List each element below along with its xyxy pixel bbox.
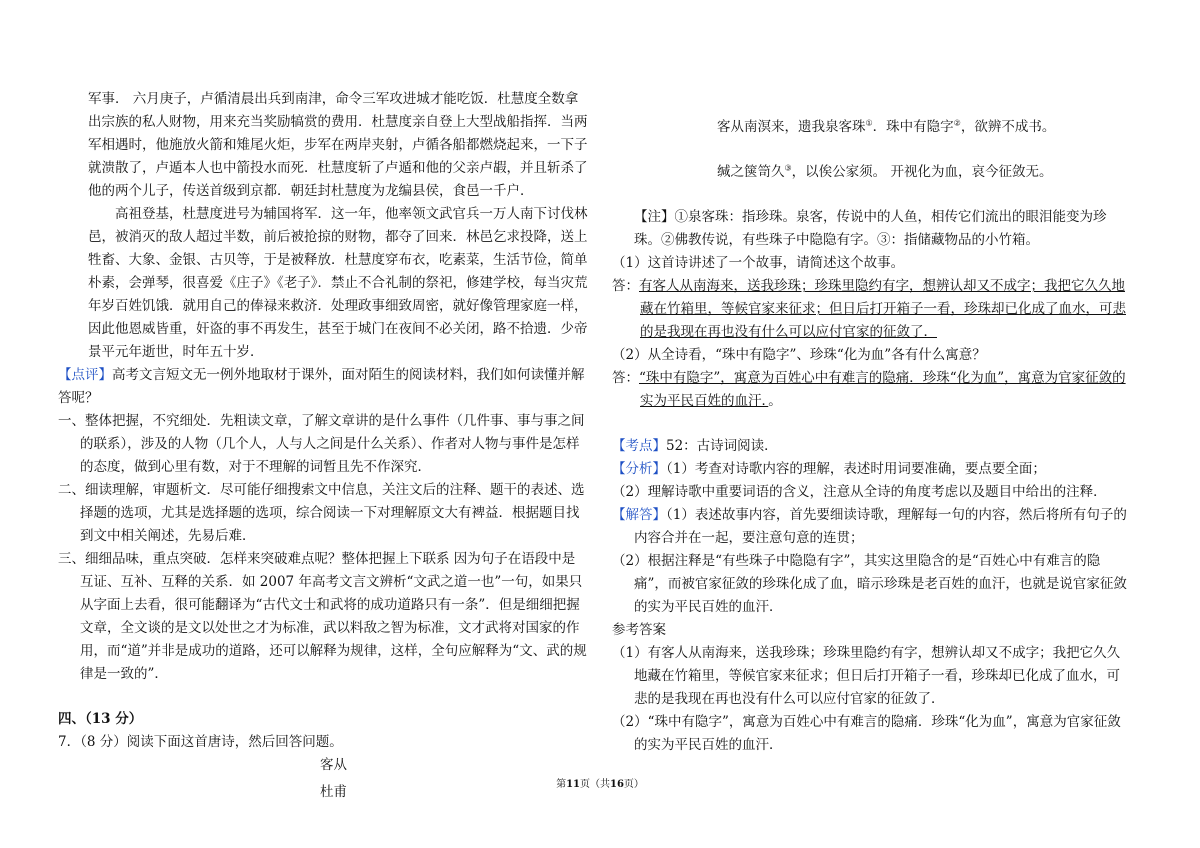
- poem-author: 杜甫: [320, 784, 347, 800]
- poem-line-1: 客从南溟来，遗我泉客珠①．珠中有隐字②，欲辨不成书。: [717, 118, 1056, 135]
- question-7-1: （1）这首诗讲述了一个故事，请简述这个故事。: [612, 255, 905, 271]
- comment-line: [58, 364, 588, 410]
- reference-answer-1: （1）有客人从南海来，送我珍珠；珍珠里隐约有字，想辨认却又不成字；我把它久久地藏在竹箱里，等候官家来征求；但日后打开箱子一看，珍珠却已化成了血水，可悲的是我现在再也没有什么可以应付官家的征敛了．: [612, 645, 1121, 707]
- point-2: 二、细读理解，审题析文．尽可能仔细搜索文中信息，关注文后的注释、题干的表述、选择题的选项，尤其是选择题的选项，综合阅读一下对理解原文大有裨益．根据题目找到文中相关阐述，先易后难．: [58, 482, 585, 544]
- answer-2: 答：“珠中有隐字”，寓意为百姓心中有难言的隐痛．珍珠“化为血”，寓意为官家征敛的实为平民百姓的血汗．。: [612, 370, 1126, 409]
- page-total: 16: [610, 779, 624, 790]
- poem-line-2: 缄之箧笥久③，以俟公家须。 开视化为血，哀今征敛无。: [717, 163, 1053, 180]
- reference-answer-2: （2）“珠中有隐字”，寓意为百姓心中有难言的隐痛．珍珠“化为血”，寓意为官家征敛的实为平民百姓的血汗．: [612, 714, 1121, 753]
- fenxi-line-2: （2）理解诗歌中重要词语的含义，注意从全诗的角度考虑以及题目中给出的注释．: [612, 484, 1107, 500]
- kaodian-tag: 【考点】: [612, 438, 666, 454]
- question-7-2: （2）从全诗看，“珠中有隐字”、珍珠“化为血”各有什么寓意？: [612, 347, 986, 363]
- jieda-tag: 【解答】: [612, 507, 666, 523]
- comment-text: 高考文言短文无一例外地取材于课外，面对陌生的阅读材料，我们如何读懂并解答呢？: [58, 367, 585, 406]
- section-heading: 四、（13 分）: [58, 711, 143, 727]
- kaodian-line: 【考点】52：古诗词阅读．: [612, 438, 778, 454]
- right-column: [612, 116, 1132, 757]
- jieda-line-2: （2）根据注释是“有些珠子中隐隐有字”，其实这里隐含的是“百姓心中有难言的隐痛”，而被官家征敛的珍珠化成了血，暗示珍珠是老百姓的血汗，也就是说官家征敛的实为平民百姓的血汗．: [612, 553, 1127, 615]
- poem-note: 【注】①泉客珠：指珍珠。泉客，传说中的人鱼，相传它们流出的眼泪能变为珍珠。②佛教传说，有些珠子中隐隐有字。③：指储藏物品的小竹箱。: [634, 209, 1107, 248]
- comment-tag: 【点评】: [58, 367, 112, 383]
- point-1: 一、整体把握，不究细处．先粗读文章，了解文章讲的是什么事件（几件事、事与事之间的联系），涉及的人物（几个人，人与人之间是什么关系）、作者对人物与事件是怎样的态度，做到心里有数，对于不理解的词暂且先不作深究．: [58, 413, 585, 475]
- reference-answer-title: 参考答案: [612, 622, 666, 638]
- poem-title: 客从: [320, 757, 347, 773]
- fenxi-line: 【分析】（1）考查对诗歌内容的理解，表述时用词要准确，要点要全面；: [612, 461, 1046, 477]
- fenxi-tag: 【分析】: [612, 461, 666, 477]
- question-7: 7．（8 分）阅读下面这首唐诗，然后回答问题。: [58, 734, 343, 750]
- page-footer: 第11页（共16页）: [556, 779, 644, 790]
- page-number: 11: [566, 779, 580, 790]
- jieda-line: 【解答】（1）表述故事内容，首先要细读诗歌，理解每一句的内容，然后将所有句子的内容合并在一起，要注意句意的连贯；: [612, 507, 1127, 546]
- story-paragraph-2: 高祖登基，杜慧度进号为辅国将军．这一年，他率领文武官兵一万人南下讨伐林邑，被消灭的敌人超过半数，前后被抢掠的财物，都夺了回来．林邑乞求投降，送上牲畜、大象、金银、古贝等，于是被释放．杜慧度穿布衣，吃素菜，生活节俭，简单朴素，会弹琴，很喜爱《庄子》《老子》．禁止不合礼制的祭祀，修建学校，每当灾荒年岁百姓饥饿．就用自己的俸禄来救济．处理政事细致周密，就好像管理家庭一样，因此他恩威皆重，奸盗的事不再发生，甚至于城门在夜间不必关闭，路不拾遗．少帝景平元年逝世，时年五十岁．: [88, 206, 588, 360]
- answer-1: 答：有客人从南海来，送我珍珠；珍珠里隐约有字，想辨认却又不成字；我把它久久地藏在竹箱里，等候官家来征求；但日后打开箱子一看，珍珠却已化成了血水，可悲的是我现在再也没有什么可以应付官家的征敛了．: [612, 278, 1126, 340]
- story-paragraph-1: 军事． 六月庚子，卢循清晨出兵到南津，命令三军攻进城才能吃饭．杜慧度全数拿出宗族的私人财物，用来充当奖励犒赏的费用．杜慧度亲自登上大型战船指挥．当两军相遇时，他施放火箭和雉尾火炬，步军在两岸夹射，卢循各船都燃烧起来，一下子就溃散了，卢遁本人也中箭投水而死．杜慧度斩了卢遁和他的父亲卢嘏，并且斩杀了他的两个儿子，传送首级到京都．朝廷封杜慧度为龙编县侯，食邑一千户．: [88, 91, 588, 199]
- left-column: [58, 88, 588, 804]
- point-3: 三、细细品味，重点突破．怎样来突破难点呢？整体把握上下联系 因为句子在语段中是互证、互补、互释的关系．如 2007 年高考文言文辨析“文武之道一也”一句，如果只从字面上去看，很可能翻译为“古代文士和武将的成功道路只有一条”．但是细细把握文章，全文谈的是文以处世之才为标准，武以料敌之智为标准，文才武将对国家的作用，而“道”并非是成功的道路，还可以解释为规律，这样，全句应解释为“文、武的规律是一致的”．: [58, 551, 587, 682]
